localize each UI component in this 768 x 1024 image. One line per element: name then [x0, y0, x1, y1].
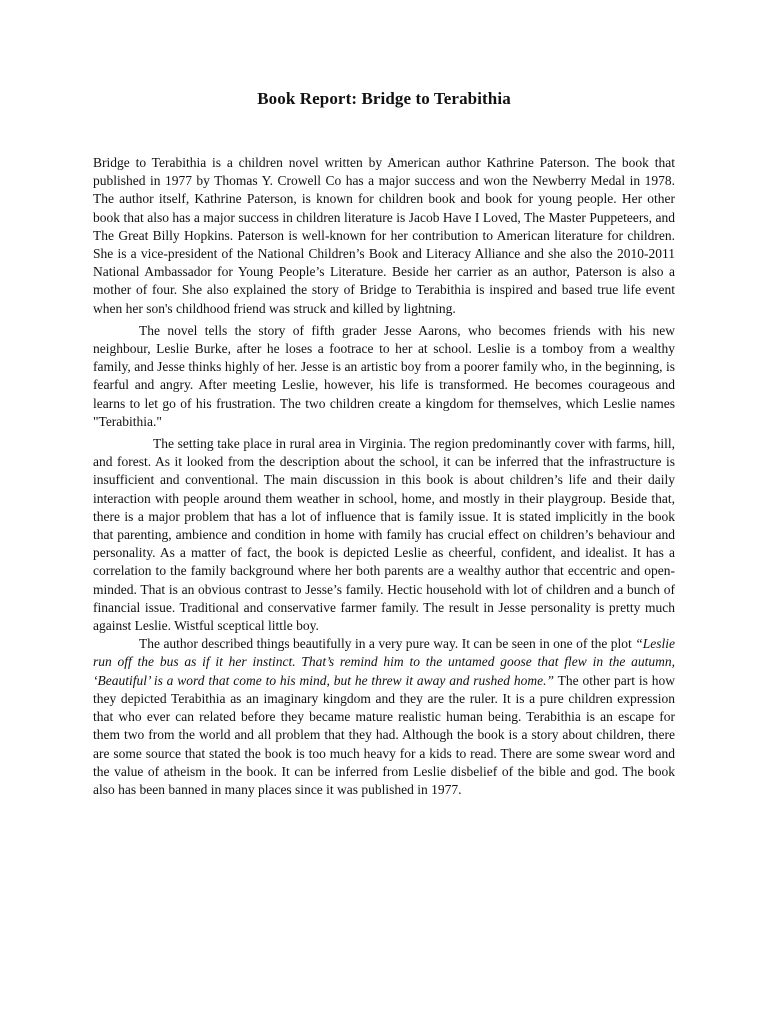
paragraph-setting: The setting take place in rural area in Virginia. The region predominantly cover with farms, hill, and forest. As it looked from the description about the school, it can be inferred that the infrastructure is insufficient and conventional. The main discussion in this book is about children’s life and their daily interaction with people around them weather in school, home, and mostly in their playgroup. Beside that, there is a major problem that has a lot of influence that is family issue. It is stated implicitly in the book that parenting, ambience and condition in home with family has crucial effect on children’s behaviour and personality. As a matter of fact, the book is depicted Leslie as cheerful, confident, and idealist. It has a correlation to the family background where her both parents are a wealthy author that eccentric and open-minded. That is an obvious contrast to Jesse’s family. Hectic household with lot of children and a bunch of financial issue. Traditional and conservative farmer family. The result in Jesse personality is pretty much against Leslie. Wistful sceptical little boy.: [93, 436, 675, 634]
paragraph-analysis-rest: The other part is how they depicted Terabithia as an imaginary kingdom and they are the ruler. It is a pure children expression that who ever can related before they became mature realistic human being. Terabithia is an escape for them two from the world and all problem that they had. Although the book is a story about children, there are some source that stated the book is too much heavy for a kids to read. There are some swear word and the value of atheism in the book. It can be inferred from Leslie disbelief of the bible and god. The book also has been banned in many places since it was published in 1977.: [93, 672, 675, 797]
book-quote: “Leslie run off the bus as if it her instinct. That’s remind him to the untamed goose that flew in the autumn, ‘Beautiful’ is a word that come to his mind, but he threw it away and rushed home.”: [93, 636, 675, 688]
paragraph-analysis: [93, 635, 675, 799]
document-title: Book Report: Bridge to Terabithia: [257, 89, 511, 108]
paragraph-analysis-intro: The author described things beautifully in a very pure way. It can be seen in one of the plot: [139, 636, 636, 652]
paragraph-plot-summary: The novel tells the story of fifth grader Jesse Aarons, who becomes friends with his new neighbour, Leslie Burke, after he loses a footrace to her at school. Leslie is a tomboy from a wealthy family, and Jesse thinks highly of her. Jesse is an artistic boy from a poorer family who, in the beginning, is fearful and angry. After meeting Leslie, however, his life is transformed. He becomes courageous and learns to let go of his frustration. The two children create a kingdom for themselves, which Leslie names "Terabithia.": [93, 322, 675, 429]
paragraph-introduction: Bridge to Terabithia is a children novel written by American author Kathrine Paterson. The book that published in 1977 by Thomas Y. Crowell Co has a major success and won the Newberry Medal in 1978. The author itself, Kathrine Paterson, is known for children book and book for young people. Her other book that also has a major success in children literature is Jacob Have I Loved, The Master Puppeteers, and The Great Billy Hopkins. Paterson is well-known for her contribution to American literature for children. She is a vice-president of the National Children’s Book and Literacy Alliance and she also the 2010-2011 National Ambassador for Young People’s Literature. Beside her carrier as an author, Paterson is also a mother of four. She also explained the story of Bridge to Terabithia is inspired and based true life event when her son's childhood friend was struck and killed by lightning.: [93, 155, 675, 316]
document-body: [93, 154, 675, 803]
